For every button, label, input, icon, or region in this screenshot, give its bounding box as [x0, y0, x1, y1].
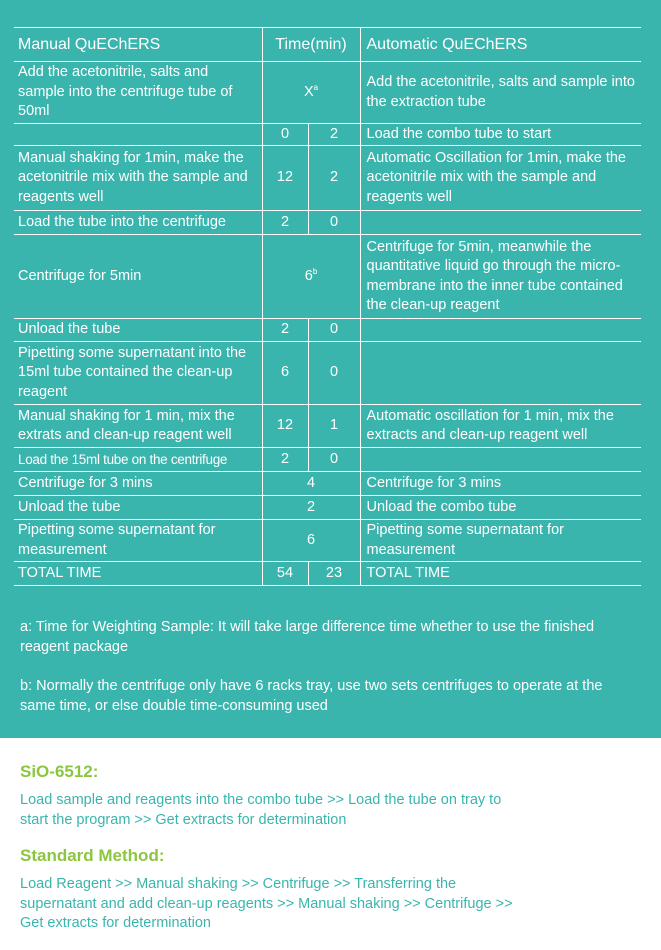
manual-step: Pipetting some supernatant for measurement	[14, 520, 262, 562]
auto-time: 1	[308, 405, 360, 448]
automatic-step	[360, 342, 641, 405]
footnote-b-marker: b	[312, 266, 318, 276]
table-row	[14, 146, 641, 211]
manual-step: Load the 15ml tube on the centrifuge	[14, 448, 262, 472]
automatic-step: Centrifuge for 3 mins	[360, 472, 641, 496]
table-row	[14, 62, 641, 124]
table-row	[14, 405, 641, 448]
automatic-step: Load the combo tube to start	[360, 124, 641, 146]
table-row	[14, 448, 641, 472]
table-row	[14, 520, 641, 562]
auto-time: 2	[308, 146, 360, 211]
manual-total-label: TOTAL TIME	[14, 562, 262, 586]
automatic-step: Pipetting some supernatant for measurement	[360, 520, 641, 562]
automatic-step	[360, 448, 641, 472]
auto-time: 0	[308, 448, 360, 472]
header-manual: Manual QuEChERS	[14, 28, 262, 62]
manual-time: 12	[262, 405, 308, 448]
auto-time: 2	[308, 124, 360, 146]
table-row	[14, 124, 641, 146]
header-automatic: Automatic QuEChERS	[360, 28, 641, 62]
manual-total-time: 54	[262, 562, 308, 586]
manual-step: Manual shaking for 1 min, mix the extrats and clean-up reagent well	[14, 405, 262, 448]
manual-step: Unload the tube	[14, 496, 262, 520]
standard-description: Load Reagent >> Manual shaking >> Centrifuge >> Transferring the supernatant and add clean-up reagents >> Manual shaking >> Centrifuge >> Get extracts for determination	[20, 876, 513, 931]
automatic-step: Centrifuge for 5min, meanwhile the quantitative liquid go through the micro-membrane into the inner tube contained the clean-up reagent	[360, 235, 641, 319]
table-row	[14, 211, 641, 235]
manual-step: Unload the tube	[14, 319, 262, 342]
table-row	[14, 235, 641, 319]
manual-step: Load the tube into the centrifuge	[14, 211, 262, 235]
table-row	[14, 496, 641, 520]
footnote-b: b: Normally the centrifuge only have 6 racks tray, use two sets centrifuges to operate at the same time, or else double time-consuming used	[20, 678, 603, 714]
manual-step: Add the acetonitrile, salts and sample into the centrifuge tube of 50ml	[14, 62, 262, 124]
sio-description: Load sample and reagents into the combo tube >> Load the tube on tray to start the program >> Get extracts for determination	[20, 792, 502, 828]
automatic-total-label: TOTAL TIME	[360, 562, 641, 586]
combined-time: 4	[262, 472, 360, 496]
footnote-a-marker: a	[313, 82, 319, 92]
combined-time: $X^a$	[262, 62, 360, 124]
manual-time: 2	[262, 319, 308, 342]
manual-time: 2	[262, 448, 308, 472]
table-row	[14, 319, 641, 342]
auto-time: 0	[308, 211, 360, 235]
automatic-step: Unload the combo tube	[360, 496, 641, 520]
auto-time: 0	[308, 319, 360, 342]
standard-heading: Standard Method:	[20, 846, 165, 865]
table-row	[14, 342, 641, 405]
auto-time: 0	[308, 342, 360, 405]
automatic-step: Automatic oscillation for 1 min, mix the extracts and clean-up reagent well	[360, 405, 641, 448]
footnote-a: a: Time for Weighting Sample: It will take large difference time whether to use the finished reagent package	[20, 619, 595, 655]
automatic-step	[360, 211, 641, 235]
header-time: Time(min)	[262, 28, 360, 62]
manual-time: 12	[262, 146, 308, 211]
manual-time: 2	[262, 211, 308, 235]
manual-step	[14, 124, 262, 146]
automatic-step: Automatic Oscillation for 1min, make the acetonitrile mix with the sample and reagents well	[360, 146, 641, 211]
manual-time: 6	[262, 342, 308, 405]
manual-time: 0	[262, 124, 308, 146]
manual-step: Manual shaking for 1min, make the acetonitrile mix with the sample and reagents well	[14, 146, 262, 211]
footnotes	[20, 617, 640, 735]
table-row	[14, 472, 641, 496]
manual-step: Centrifuge for 5min	[14, 235, 262, 319]
manual-step: Pipetting some supernatant into the 15ml tube contained the clean-up reagent	[14, 342, 262, 405]
automatic-step	[360, 319, 641, 342]
combined-time: 6	[262, 520, 360, 562]
automatic-step: Add the acetonitrile, salts and sample into the extraction tube	[360, 62, 641, 124]
manual-step: Centrifuge for 3 mins	[14, 472, 262, 496]
table-header-row	[14, 28, 641, 62]
combined-time: 2	[262, 496, 360, 520]
sio-heading: SiO-6512:	[20, 762, 99, 781]
auto-total-time: 23	[308, 562, 360, 586]
table-total-row	[14, 562, 641, 586]
comparison-table	[14, 27, 641, 586]
method-summaries	[20, 762, 640, 950]
combined-time: 6$^b$	[262, 235, 360, 319]
